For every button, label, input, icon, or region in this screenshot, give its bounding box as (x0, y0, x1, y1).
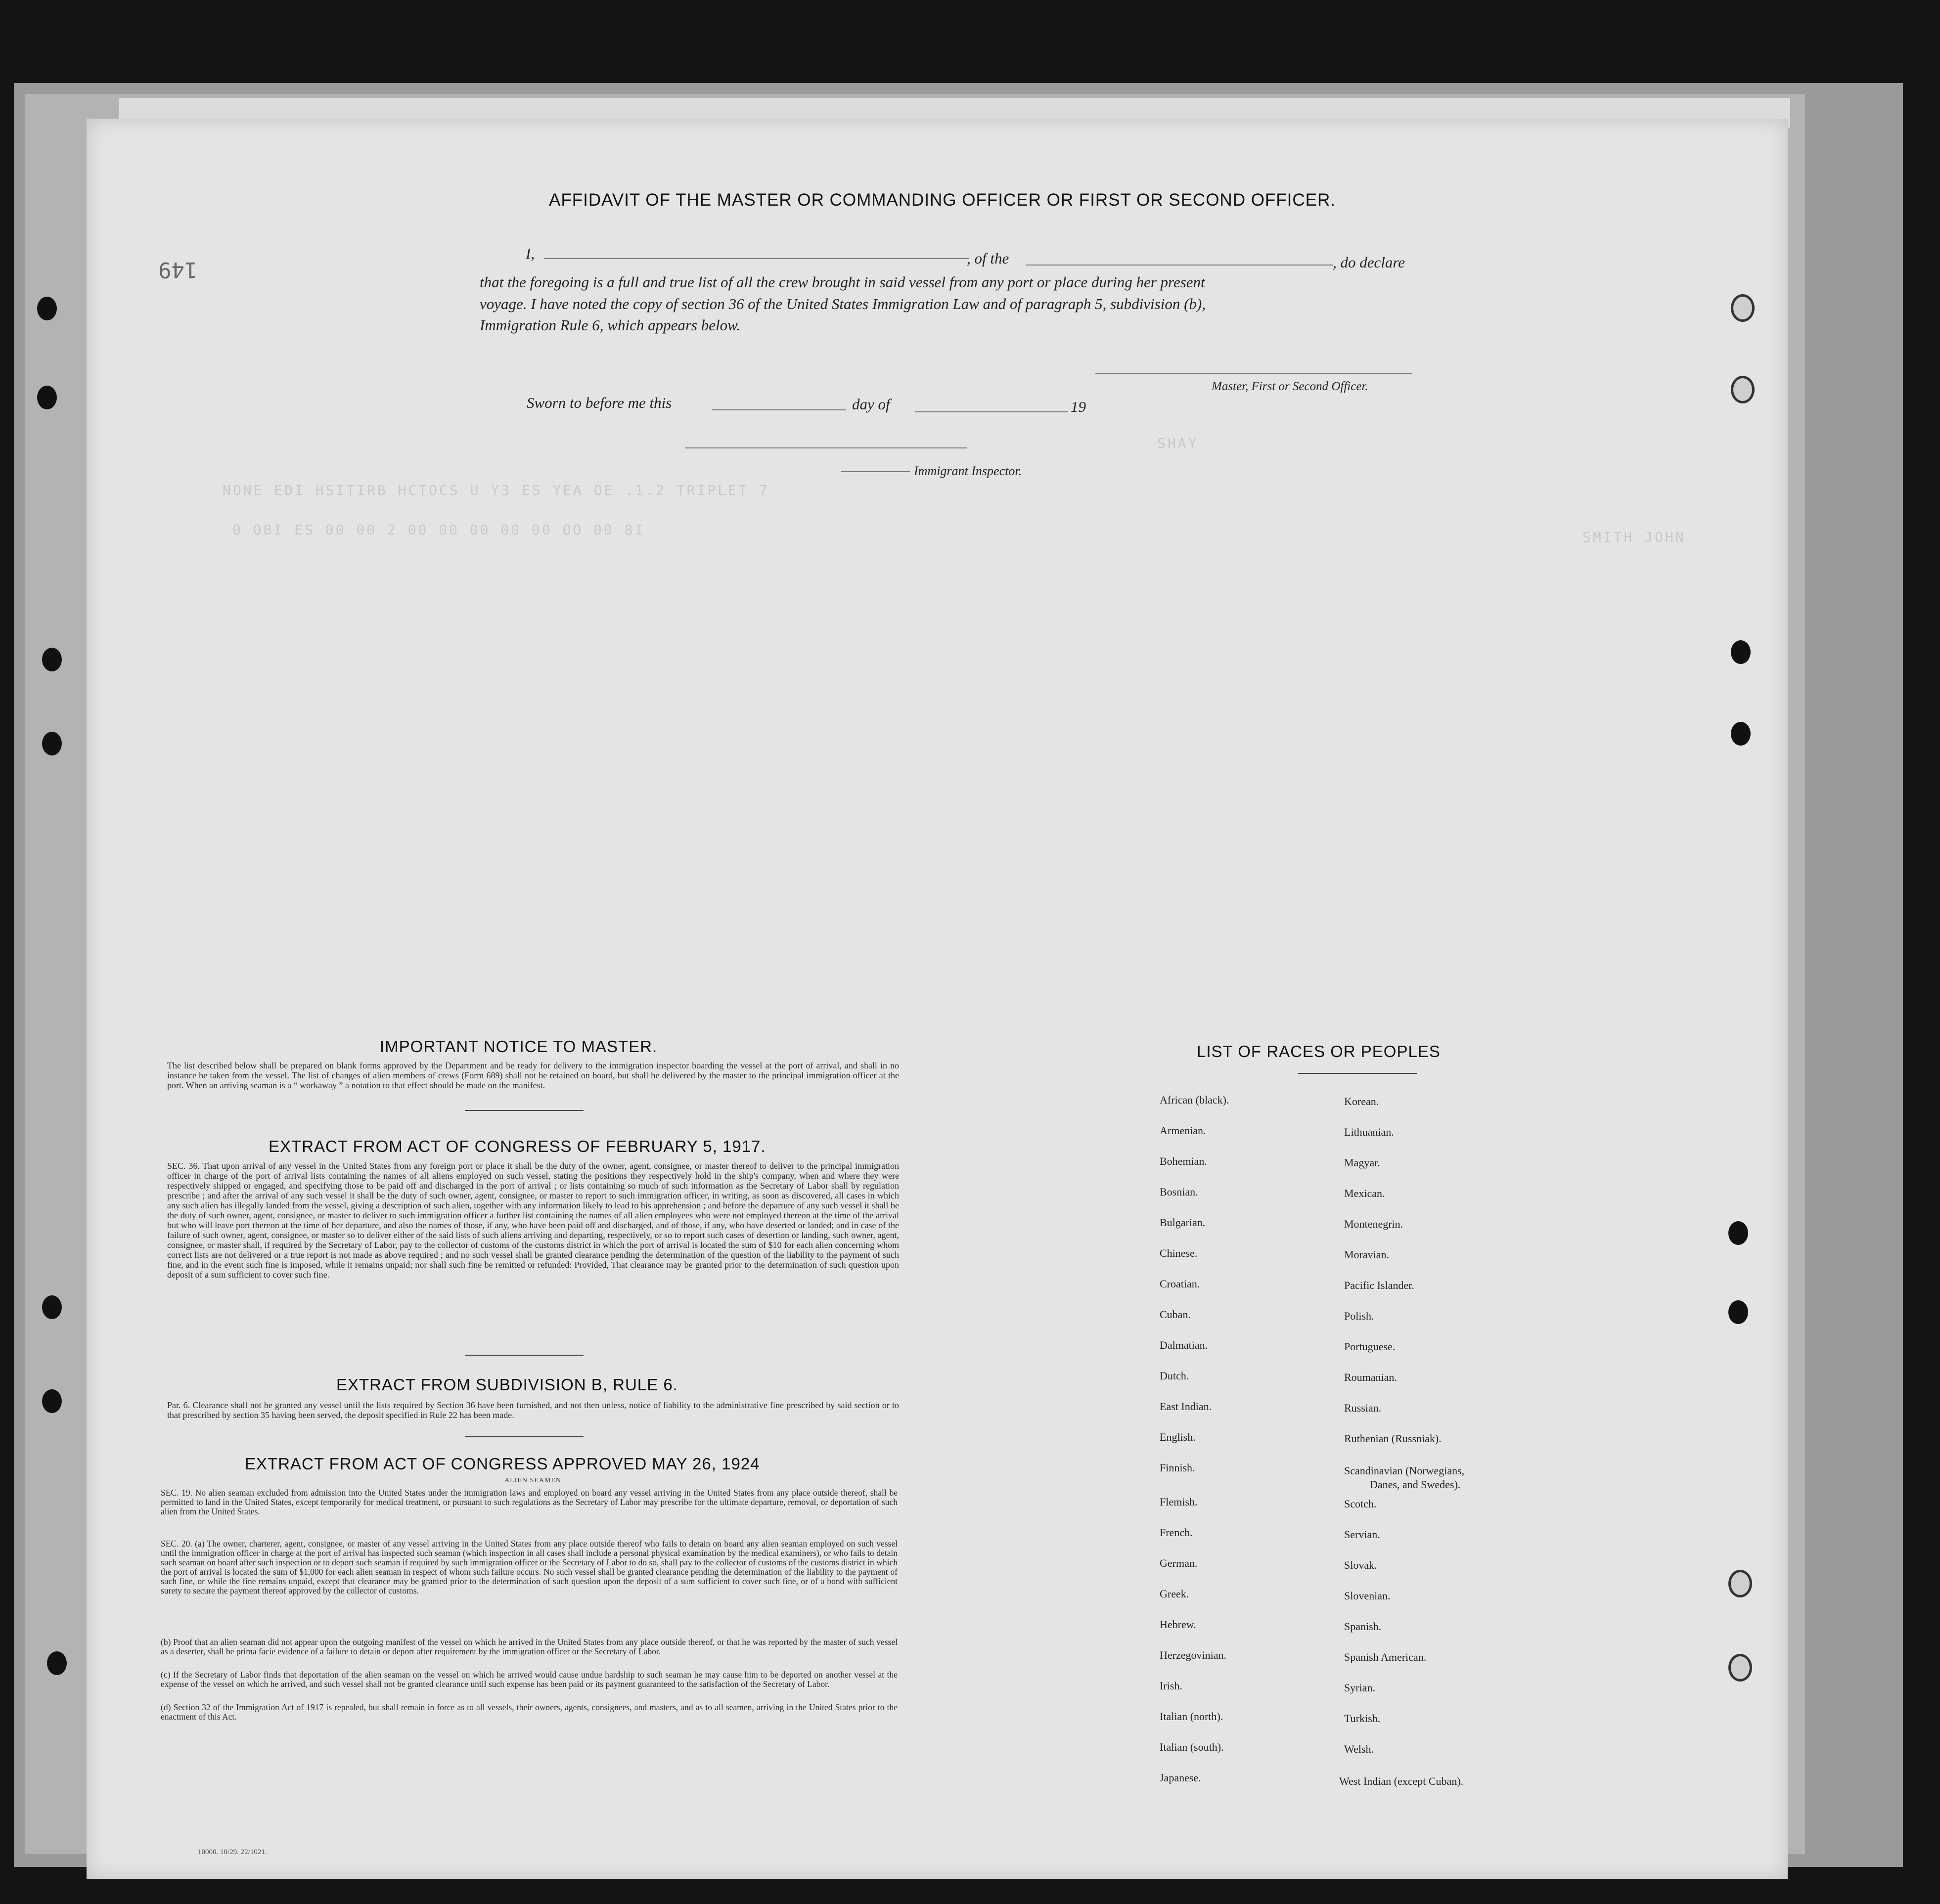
notice-body: The list described below shall be prepared on blank forms approved by the Department and be ready for delivery to the immigration inspector boarding the vessel at the port of arrival, and shall in no instance be taken from the vessel. The list of changes of alien members of crews (Form 689) shall not be retained on board, but shall be delivered by the master to the principal immigration officer at the port. When an arriving seaman is a “ workaway ” a notation to that effect should be made on the manifest. (167, 1061, 899, 1090)
race-item: East Indian. (1160, 1400, 1212, 1413)
race-item: Irish. (1160, 1680, 1182, 1692)
of-the-label: , of the (967, 250, 1009, 267)
race-item: Greek. (1160, 1588, 1189, 1600)
vessel-name-line (1026, 265, 1333, 266)
sec-20c-text: (c) If the Secretary of Labor finds that deportation of the alien seaman on the vessel on which he arrived would cause undue hardship to such seaman he may cause him to be deported on another vessel at the expense of the vessel on which he arrived, and such vessel shall not be granted clearance until such expense has been paid or its payment guaranteed to the satisfaction of the Secretary of Labor. (161, 1670, 898, 1689)
race-item: Roumanian. (1344, 1371, 1397, 1383)
affidavit-line-4: Immigration Rule 6, which appears below. (480, 316, 741, 334)
race-item: West Indian (except Cuban). (1339, 1775, 1464, 1787)
extract-rule6-title: EXTRACT FROM SUBDIVISION B, RULE 6. (336, 1375, 678, 1394)
race-item: Japanese. (1160, 1771, 1201, 1784)
race-item-continued: Danes, and Swedes). (1370, 1478, 1461, 1491)
race-item: Russian. (1344, 1402, 1382, 1414)
race-item: Dutch. (1160, 1370, 1189, 1382)
notice-title: IMPORTANT NOTICE TO MASTER. (380, 1037, 658, 1056)
affidavit-line-3: voyage. I have noted the copy of section 36 of the United States Immigration Law and of paragraph 5, subdivision (b), (480, 295, 1206, 312)
section-divider (465, 1436, 584, 1437)
race-item: Montenegrin. (1344, 1218, 1403, 1230)
race-item: Flemish. (1160, 1496, 1198, 1508)
extract-1924-subtitle: ALIEN SEAMEN (504, 1477, 562, 1484)
race-item: Korean. (1344, 1095, 1379, 1107)
day-of-label: day of (852, 396, 890, 413)
race-item: Armenian. (1160, 1124, 1206, 1137)
binder-hole (1731, 294, 1755, 322)
race-item: Chinese. (1160, 1247, 1198, 1259)
race-item: Cuban. (1160, 1308, 1191, 1321)
margin-number: 149 (158, 257, 198, 282)
race-item: Finnish. (1160, 1461, 1195, 1474)
binder-hole (37, 297, 57, 320)
race-item: German. (1160, 1557, 1198, 1569)
binder-hole (42, 1389, 62, 1413)
binder-hole (1728, 1654, 1752, 1682)
officer-signature-label: Master, First or Second Officer. (1212, 380, 1368, 393)
sec-20b-text: (b) Proof that an alien seaman did not appear upon the outgoing manifest of the vessel on which he arrived in the United States from any place outside thereof, or that he was reported by the master of such vessel as a deserter, shall be prima facie evidence of a failure to detain or deport after requirement by the immigration officer or the Secretary of Labor. (161, 1637, 898, 1656)
officer-signature-line (1095, 373, 1412, 374)
sworn-day-line (712, 409, 846, 410)
binder-hole (1728, 1221, 1748, 1245)
race-item: Servian. (1344, 1528, 1380, 1541)
race-item: Bohemian. (1160, 1155, 1207, 1167)
race-item: English. (1160, 1431, 1196, 1443)
race-item: Bosnian. (1160, 1186, 1198, 1198)
race-item: Lithuanian. (1344, 1126, 1394, 1138)
sec-20a-text: SEC. 20. (a) The owner, charterer, agent, consignee, or master of any vessel arriving in the United States from any place outside thereof who fails to detain on board any alien seaman employed on such vessel until the immigration officer in charge at the port of arrival has inspected such seaman (which inspection in all cases shall include a personal physical examination by the medical examiners), or who fails to detain such seaman on board after such inspection or to deport such seaman if required by such immigration officer or the Secretary of Labor to do so, shall pay to the collector of customs of the customs district in which the port of arrival is located the sum of $1,000 for each alien seaman in respect of whom such failure occurs. No such vessel shall be granted clearance pending the determination of the liability to the payment of such fine, or while the fine remains unpaid, except that clearance may be granted prior to the determination of such question upon the deposit of a sum sufficient to cover such fine, or of a bond with sufficient surety to secure the payment thereof approved by the collector of customs. (161, 1539, 898, 1595)
race-item: Bulgarian. (1160, 1216, 1206, 1229)
binder-hole (1728, 1570, 1752, 1597)
race-item: Slovak. (1344, 1559, 1377, 1571)
section-divider (465, 1355, 584, 1356)
race-item: Scandinavian (Norwegians, (1344, 1464, 1465, 1477)
declarant-prefix: I, (526, 245, 535, 262)
document-page (87, 119, 1788, 1879)
race-item: Moravian. (1344, 1248, 1390, 1261)
race-item: Hebrew. (1160, 1618, 1196, 1631)
affidavit-line-2: that the foregoing is a full and true list of all the crew brought in said vessel from any port or place during her present (480, 273, 1205, 291)
extract-1917-title: EXTRACT FROM ACT OF CONGRESS OF FEBRUARY 5, 1917. (269, 1137, 766, 1155)
binder-hole (1731, 640, 1751, 664)
race-item: Portuguese. (1344, 1340, 1396, 1353)
affidavit-title: AFFIDAVIT OF THE MASTER OR COMMANDING OFFICER OR FIRST OR SECOND OFFICER. (549, 190, 1336, 210)
race-item: Pacific Islander. (1344, 1279, 1414, 1291)
sworn-month-line (915, 411, 1068, 412)
bleed-through-text: SHAY (1157, 435, 1199, 451)
year-prefix: 19 (1071, 398, 1086, 415)
do-declare-label: , do declare (1333, 254, 1405, 271)
race-item: French. (1160, 1526, 1193, 1539)
race-item: Polish. (1344, 1310, 1374, 1322)
race-item: Herzegovinian. (1160, 1649, 1226, 1661)
inspector-signature-line (685, 447, 967, 448)
inspector-short-line (841, 471, 910, 472)
race-item: Scotch. (1344, 1498, 1377, 1510)
race-item: Italian (north). (1160, 1710, 1223, 1723)
declarant-name-line (544, 258, 969, 259)
race-item: Ruthenian (Russniak). (1344, 1432, 1442, 1445)
sec-20d-text: (d) Section 32 of the Immigration Act of 1917 is repealed, but shall remain in force as to all vessels, their owners, agents, consignees, and masters, and as to all seamen, arriving in the United States prior to the enactment of this Act. (161, 1702, 898, 1722)
race-item: African (black). (1160, 1094, 1229, 1106)
binder-hole (42, 648, 62, 671)
form-code: 10000. 10/29. 22/1021. (198, 1848, 267, 1856)
bleed-through-text: 0 OBI ES 00 00 2 00 00 00 00 00 OO 00 8I (232, 522, 645, 538)
race-item: Italian (south). (1160, 1741, 1224, 1753)
race-item: Spanish American. (1344, 1651, 1427, 1663)
bleed-through-text: SMITH JOHN (1582, 529, 1686, 545)
section-divider (465, 1110, 584, 1111)
binder-hole (37, 386, 57, 409)
binder-hole (47, 1651, 67, 1675)
sworn-label: Sworn to before me this (527, 394, 672, 411)
race-item: Spanish. (1344, 1620, 1382, 1633)
binder-hole (1731, 376, 1755, 403)
race-item: Magyar. (1344, 1156, 1380, 1169)
race-item: Turkish. (1344, 1712, 1381, 1725)
race-item: Slovenian. (1344, 1590, 1391, 1602)
binder-hole (1728, 1300, 1748, 1324)
bleed-through-text: NONE EDI HSITIRB HCTOCS U Y3 ES YEA OE .1.2 TRIPLET 7 (223, 482, 769, 498)
race-item: Croatian. (1160, 1278, 1200, 1290)
binder-hole (42, 1295, 62, 1319)
race-item: Syrian. (1344, 1682, 1375, 1694)
extract-rule6-body: Par. 6. Clearance shall not be granted any vessel until the lists required by Section 36 have been furnished, and not then unless, notice of liability to the administrative fine prescribed by said section or to that prescribed by section 35 having been served, the deposit specified in Rule 22 has been made. (167, 1400, 899, 1420)
extract-1924-title: EXTRACT FROM ACT OF CONGRESS APPROVED MAY 26, 1924 (245, 1455, 760, 1473)
race-item: Mexican. (1344, 1187, 1385, 1199)
races-title: LIST OF RACES OR PEOPLES (1197, 1042, 1441, 1061)
race-item: Welsh. (1344, 1743, 1374, 1755)
race-item: Dalmatian. (1160, 1339, 1208, 1351)
binder-hole (42, 732, 62, 755)
sec-19-text: SEC. 19. No alien seaman excluded from admission into the United States under the immigration laws and employed on board any vessel arriving in the United States from any place outside thereof, shall be permitted to land in the United States, except temporarily for medical treatment, or pursuant to such regulations as the Secretary of Labor may prescribe for the ultimate departure, removal, or deportation of such alien from the United States. (161, 1488, 898, 1516)
binder-hole (1731, 722, 1751, 746)
extract-1917-body: SEC. 36. That upon arrival of any vessel in the United States from any foreign port or place it shall be the duty of the owner, agent, consignee, or master thereof to deliver to the principal immigration officer in charge of the port of arrival lists containing the names of all aliens employed on such vessel, stating the positions they respectively hold in the ship's company, when and where they were respectively shipped or engaged, and specifying those to be paid off and discharged in the port of arrival ; or lists containing so much of such information as the Secretary of Labor shall by regulation prescribe ; and after the arrival of any such vessel it shall be the duty of such owner, agent, consignee, or master to report to such immigration officer, in writing, as soon as discovered, all cases in which any such alien has illegally landed from the vessel, giving a description of such alien, together with any information likely to lead to his apprehension ; and before the departure of any such vessel it shall be the duty of such owner, agent, consignee, or master to deliver to such immigration officer a further list containing the names of all alien employees who were not employed thereon at the time of the arrival but who will leave port thereon at the time of her departure, and also the names of those, if any, who have been paid off and discharged, and of those, if any, who have deserted or landed; and in case of the failure of such owner, agent, consignee, or master so to deliver either of the said lists of such aliens arriving and departing, respectively, or so to report such cases of desertion or landing, such owner, agent, consignee, or master shall, if required by the Secretary of Labor, pay to the collector of customs of the customs district in which the port of arrival is located the sum of $10 for each alien concerning whom correct lists are not delivered or a true report is not made as above required ; and no such vessel shall be granted clearance pending the determination of the question of the liability to the payment of such fine, and in the event such fine is imposed, while it remains unpaid; nor shall such fine be remitted or refunded: Provided, That clearance may be granted prior to the determination of such question upon deposit of a sum sufficient to cover such fine. (167, 1161, 899, 1280)
inspector-label: Immigrant Inspector. (914, 464, 1022, 478)
section-divider (1298, 1073, 1417, 1074)
